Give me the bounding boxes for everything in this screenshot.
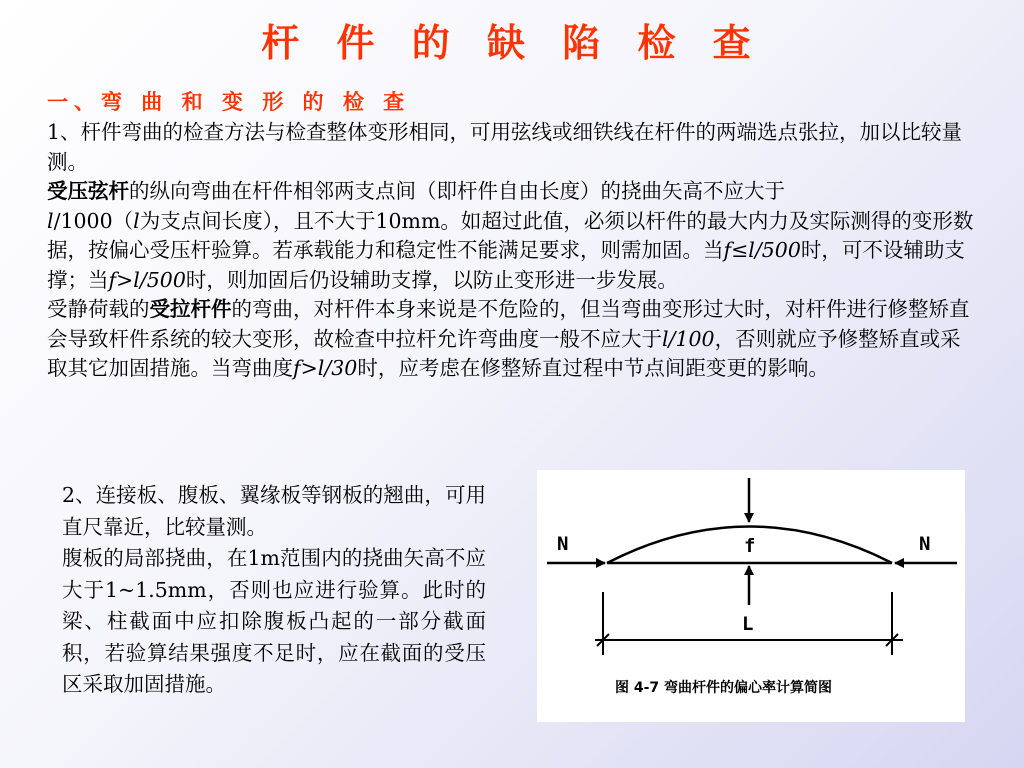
condition-f-gt-l500: f>l/500	[108, 267, 186, 292]
text-span: ，否则就应予修整矫直或采取其它加固措施。当弯曲度	[47, 326, 961, 380]
figure-caption: 图 4-7 弯曲杆件的偏心率计算简图	[615, 680, 833, 696]
text-span: 时，则加固后仍设辅助支撑，以防止变形进一步发展。	[185, 267, 678, 292]
bending-check-text	[47, 118, 977, 384]
text-span: 受静荷载的	[47, 297, 150, 321]
text-span: 时，应考虑在修整矫直过程中节点间距变更的影响。	[357, 356, 829, 380]
page-title: 杆 件 的 缺 陷 检 查	[261, 21, 763, 65]
condition-l100: l/100	[662, 326, 715, 351]
paragraph-compression-chord	[47, 177, 977, 295]
section-heading-bending: 一、弯 曲 和 变 形 的 检 查	[47, 90, 411, 114]
text-span: l	[133, 208, 140, 233]
label-l: L	[742, 613, 754, 635]
paragraph-plate-2: 腹板的局部挠曲，在1m范围内的挠曲矢高不应大于1~1.5mm，否则也应进行验算。此时的梁、柱截面中应扣除腹板凸起的一部分截面积，若验算结果强度不足时，应在截面的受压区采取加固措施。	[62, 546, 486, 696]
text-span: 为支点间长度），且不大于10mm。如超过此值，必须以杆件的最大内力及实际测得的变形数据，按偏心受压杆验算。若承载能力和稳定性不能满足要求，则需加固。当	[47, 208, 974, 262]
label-f: f	[744, 535, 756, 557]
plate-warping-text	[62, 480, 486, 701]
label-n-left: N	[557, 533, 569, 555]
paragraph-plate-1: 2、连接板、腹板、翼缘板等钢板的翘曲，可用直尺靠近，比较量测。	[62, 483, 486, 539]
text-span: 时，可不设辅助支撑；当	[47, 238, 965, 292]
term-tension-member: 受拉杆件	[149, 297, 232, 321]
text-span: 的纵向弯曲在杆件相邻两支点间（即杆件自由长度）的挠曲矢高不应大于	[129, 179, 785, 203]
text-span: 的弯曲，对杆件本身来说是不危险的，但当弯曲变形过大时，对杆件进行修整矫直会导致杆件系统的较大变形，故检查中拉杆允许弯曲度一般不应大于	[47, 297, 970, 351]
paragraph-1: 1、杆件弯曲的检查方法与检查整体变形相同，可用弦线或细铁线在杆件的两端选点张拉，加以比较量测。	[47, 120, 963, 174]
text-span: l	[47, 208, 54, 233]
bent-member-diagram	[537, 470, 965, 722]
text-span: /1000（	[53, 208, 134, 233]
bent-member-figure	[537, 470, 965, 722]
condition-f-le-l500: f≤l/500	[723, 238, 801, 262]
paragraph-tension-member	[47, 295, 977, 384]
condition-f-gt-l30: f>l/30	[293, 356, 358, 380]
term-compression-chord: 受压弦杆	[47, 179, 129, 203]
label-n-right: N	[919, 533, 931, 555]
